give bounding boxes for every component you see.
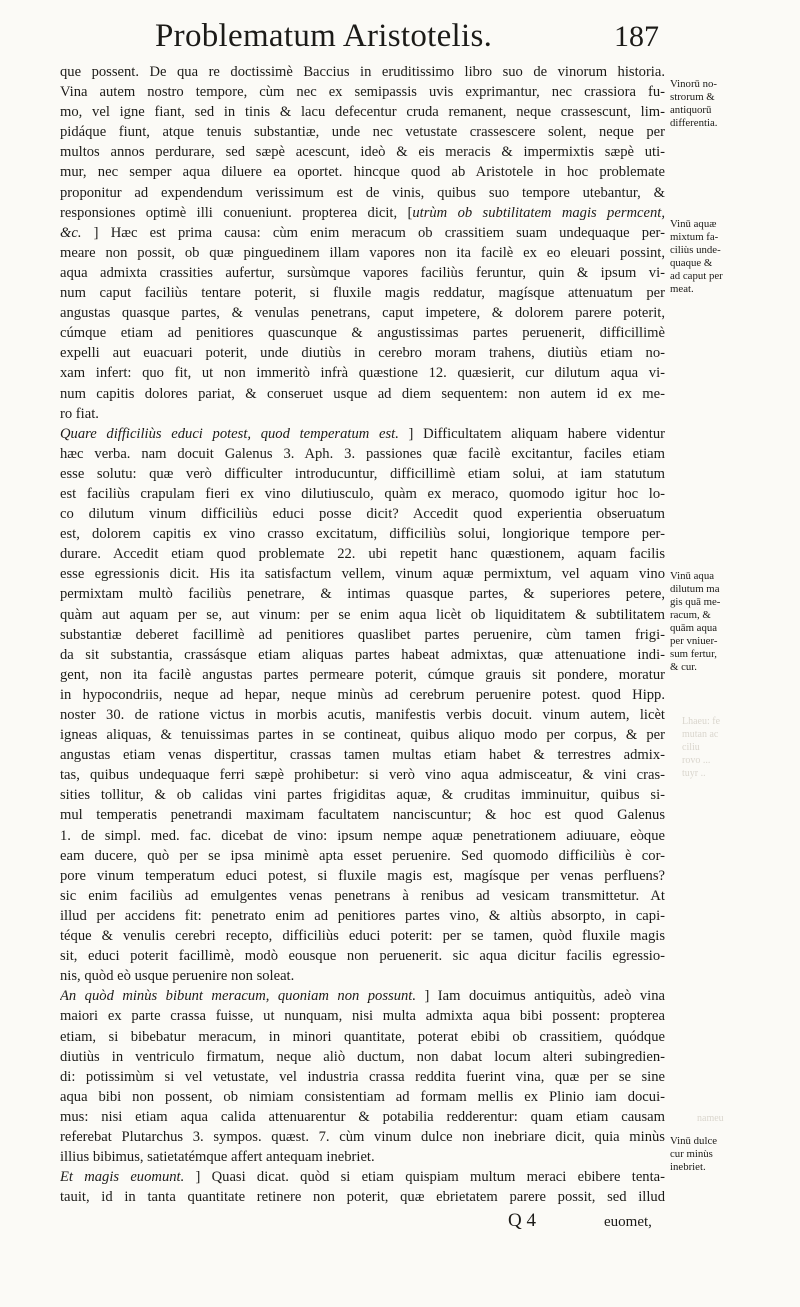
margin-note-line: Vinorū no- bbox=[670, 78, 718, 90]
margin-note-line: differentia. bbox=[670, 117, 718, 129]
text-line: permixtam multò faciliùs penetrare, & intimas quasque partes, & superiores petere, bbox=[60, 586, 665, 603]
margin-note-line: Vinū aquæ bbox=[670, 218, 717, 230]
text-line: An quòd minùs bibunt meracum, quoniam non possunt. ] Iam docuimus antiquitùs, adeò vina bbox=[60, 988, 665, 1005]
text-line: aqua bibi non possent, ob nimiam consistentiam ad formam mellis ex Plinio iam docui- bbox=[60, 1088, 665, 1105]
margin-note-line: cur minùs bbox=[670, 1148, 713, 1160]
text-line: da sit substantia, crassásque etiam aliquas partes habeat admixtas, quæ attenuatione indi- bbox=[60, 646, 665, 663]
page-header bbox=[0, 14, 800, 60]
text-line: sities tollitur, & ob calidas vini partes frigiditas aquæ, & cruditas imminuitur, quibus si- bbox=[60, 787, 665, 804]
text-line: num capitis dolores pariat, & conseruet usque ad diem sequentem: non autem id ex me- bbox=[60, 385, 665, 402]
text-line: ro fiat. bbox=[60, 405, 99, 422]
margin-note-line: dilutum ma bbox=[670, 583, 720, 595]
text-line: noster 30. de ratione victus in morbis acutis, manifestis verbis docuit. vinum autem, licèt bbox=[60, 707, 665, 723]
text-line: di: potissimùm si vel vetustate, vel industria crassa reddita fuerint vina, quæ per se sine bbox=[60, 1068, 665, 1085]
text-line: illud per accidens fit: penetrato enim ad penitiores partes vino, & altiùs absorpto, in capi- bbox=[60, 907, 665, 924]
text-line: pidáque fiunt, atque tenuis substantiæ, unde nec vetustate crassescere solent, neque per bbox=[60, 124, 665, 141]
text-line: substantiæ deberet facillimè ad penitiores quaslibet partes peruenire, cùm tamen frigi- bbox=[60, 626, 665, 643]
text-line: Quare difficiliùs educi potest, quod temperatum est. ] Difficultatem aliquam habere videntur bbox=[60, 425, 665, 442]
bleed-through-text: Lhaeu: fe mutan ac ciliu rovo ... tuyr .. bbox=[682, 716, 721, 779]
margin-note-line: antiquorū bbox=[670, 104, 712, 116]
margin-note-line: quām aqua bbox=[670, 622, 718, 634]
margin-note-line: racum, & bbox=[670, 609, 711, 621]
text-line: num caput faciliùs tentare poterit, si fluxile magis reddatur, magísque attenuatum per bbox=[60, 285, 665, 302]
text-line: est, dolorem capitis ex vino crasso excitatum, difficiliùs solui, longiorique tempore per- bbox=[60, 526, 665, 543]
page-footer bbox=[0, 1210, 800, 1240]
bleed-through-text-lower: nameu bbox=[682, 1113, 724, 1124]
margin-note bbox=[670, 78, 794, 130]
margin-note bbox=[670, 218, 794, 296]
text-line: téque & venulis cerebri recepto, difficiliùs educi poterit: per se tamen, quòd fluxile magis bbox=[60, 928, 665, 945]
catchword: euomet, bbox=[604, 1214, 652, 1230]
margin-note-line: ciliùs unde- bbox=[670, 244, 721, 256]
text-line: diutiùs in ventriculo firmatum, neque aliò ductum, non dabat locum alteri subingredien- bbox=[60, 1048, 665, 1065]
text-line: est faciliùs crapulam fieri ex vino dilutiusculo, quàm ex meraco, quomodo igitur hoc lo- bbox=[60, 485, 665, 502]
margin-note-line: inebriet. bbox=[670, 1161, 706, 1173]
margin-note-line: Vinū dulce bbox=[670, 1135, 718, 1147]
margin-note-line: mixtum fa- bbox=[670, 231, 719, 243]
text-line: responsiones optimè illi conueniunt. propterea dicit, [utrùm ob subtilitatem magis permcent, bbox=[60, 204, 665, 221]
page-number: 187 bbox=[614, 20, 659, 53]
text-line: tas, quibus undequaque ferri sæpè prohibetur: si verò vino aqua admisceatur, & vini cras- bbox=[60, 767, 665, 784]
text-line: maiori ex parte crassa fuisse, ut nunquam, nisi multa admixta aqua bibi possent: propterea bbox=[60, 1008, 665, 1025]
text-line: hæc verba. nam docuit Galenus 3. Aph. 3. passiones quæ facilè excitantur, faciles etiam bbox=[60, 445, 665, 462]
text-line: xam infert: quo fit, ut non immeritò infrà quæstione 12. quæsierit, cur dilutum aqua vi- bbox=[60, 365, 665, 382]
main-text-column bbox=[60, 62, 665, 1207]
text-line: aqua admixta crassities aufertur, sursùmque vapores faciliùs feruntur, quin & ipsum vi- bbox=[60, 264, 665, 281]
text-line: angustas etiam venas dispertitur, crassas tamen multas etiam habet & terrestres admix- bbox=[60, 747, 665, 764]
text-line: meare non possit, ob quæ pinguedinem illam vapores non ita facilè ex eo eleuari possint, bbox=[60, 244, 665, 261]
text-line: 1. de simpl. med. fac. dicebat de vino: ipsum nempe aquæ penetrationem adiuuare, eòque bbox=[60, 827, 665, 844]
text-line: eam ducere, quò per se ipsa minimè apta esset peruenire. Sed quomodo difficiliùs è cor- bbox=[60, 847, 665, 864]
text-line: mo, vel igne fiant, sed in tinis & lacu defecentur cruda remanent, neque crassescunt, lim- bbox=[60, 104, 665, 121]
text-line: Vina autem nostro tempore, cùm nec ex semipassis uvis exprimantur, nec crassiora fu- bbox=[60, 84, 665, 101]
text-line: illius bibimus, satietatémque affert antequam inebriet. bbox=[60, 1149, 375, 1166]
text-line: mul temperatis penetrandi maximam facultatem nanciscuntur; & hoc est quod Galenus bbox=[60, 807, 665, 824]
text-line: tauit, id in tanta quantitate retinere non poterit, quæ ebrietatem parere possit, sed illud bbox=[60, 1189, 665, 1206]
margin-note-line: Vinū aqua bbox=[670, 570, 715, 582]
text-line: sic enim faciliùs ad emulgentes venas penetrans à renibus ad vesicam transmittetur. At bbox=[60, 887, 665, 904]
margin-note bbox=[670, 1135, 794, 1174]
text-line: referebat Plutarchus 3. sympos. quæst. 7. cùm vinum dulce non inebriare dicit, quia minùs bbox=[60, 1128, 665, 1145]
text-line: pore vinum temperatum educi potest, si fluxile magis est, magísque per venas perfluens? bbox=[60, 867, 665, 884]
margin-note-line: & cur. bbox=[670, 661, 697, 673]
text-line: durare. Accedit etiam quod problemate 22. ubi repetit hanc quæstionem, aquam facilis bbox=[60, 546, 665, 563]
margin-note-line: meat. bbox=[670, 283, 694, 295]
text-line: quàm aut aquam per se, aut vinum: per se enim aqua licèt ob liquiditatem & subtilitatem bbox=[60, 606, 665, 623]
text-line: Et magis euomunt. ] Quasi dicat. quòd si etiam quispiam multum meraci ebibere tenta- bbox=[60, 1169, 665, 1186]
text-line: que possent. De qua re doctissimè Baccius in eruditissimo libro suo de vinorum historia. bbox=[60, 64, 665, 80]
text-line: in hypocondriis, neque ad hepar, neque minùs ad cerebrum peruenire potest. quod Hipp. bbox=[60, 686, 665, 703]
text-line: mus: nisi etiam aqua calida attenuarentur & potabilia redderentur: quam etiam causam bbox=[60, 1108, 665, 1125]
text-line: angustas quasque partes, & venulas penetrans, caput impetere, & dolorem parere poterit, bbox=[60, 305, 665, 322]
margin-note-line: gis quā me- bbox=[670, 596, 721, 608]
text-line: proponitur ad expendendum verissimum est de vinis, quibus suo tempore utebantur, & bbox=[60, 184, 665, 201]
text-line: multos annos perdurare, sed sæpè acescunt, ideò & eis meracis & impermixtis sæpè uti- bbox=[60, 144, 665, 161]
text-line: etiam, si bibebatur meracum, in minori quantitate, poterat ebibi ob crassitiem, quódque bbox=[60, 1028, 665, 1045]
text-line: co dilutum vinum difficiliùs educi posse dicit? Accedit quod experientia obseruatum bbox=[60, 506, 665, 523]
text-line: mur, nec semper aqua diluere ea oportet. hincque quod ab Aristotele in hoc problemate bbox=[60, 164, 665, 181]
text-line: expelli aut euacuari poterit, unde diutiùs in cerebro moram trahens, diutiùs etiam no- bbox=[60, 345, 665, 362]
margin-note bbox=[670, 570, 794, 674]
text-line: cúmque etiam ad penitiores quascunque & angustissimas partes peruenerit, difficillimè bbox=[60, 325, 665, 342]
margin-note-line: sum fertur, bbox=[670, 648, 717, 660]
text-line: igneas aliquas, & tenuissimas partes in se contineat, quibus aliquo modo per corpus, & per bbox=[60, 727, 665, 744]
text-line: esse solutu: quæ verò difficulter introducuntur, difficillimè etiam solui, at iam statutum bbox=[60, 465, 665, 482]
margin-note-line: ad caput per bbox=[670, 270, 723, 282]
text-line: nis, quòd eò usque peruenire non soleat. bbox=[60, 968, 295, 985]
margin-note-line: quaque & bbox=[670, 257, 713, 269]
margin-note-line: per vniuer- bbox=[670, 635, 718, 647]
text-line: &c. ] Hæc est prima causa: cùm enim meracum ob crassitiem suam undequaque per- bbox=[60, 224, 665, 241]
text-line: esse egressionis dicit. His ita satisfactum vellem, vinum aquæ permixtum, vel aquam vino bbox=[60, 566, 665, 583]
text-line: sit, educi poterit facillimè, modò eousque non peruenerit. sic aqua dicitur facilis egressio- bbox=[60, 948, 665, 965]
text-line: gent, non ita facilè angustas partes permeare poterit, cúmque grauis sit pondere, moratur bbox=[60, 666, 665, 683]
running-title: Problematum Aristotelis. bbox=[155, 18, 493, 54]
margin-note-line: strorum & bbox=[670, 91, 715, 103]
signature-mark: Q 4 bbox=[508, 1210, 536, 1231]
